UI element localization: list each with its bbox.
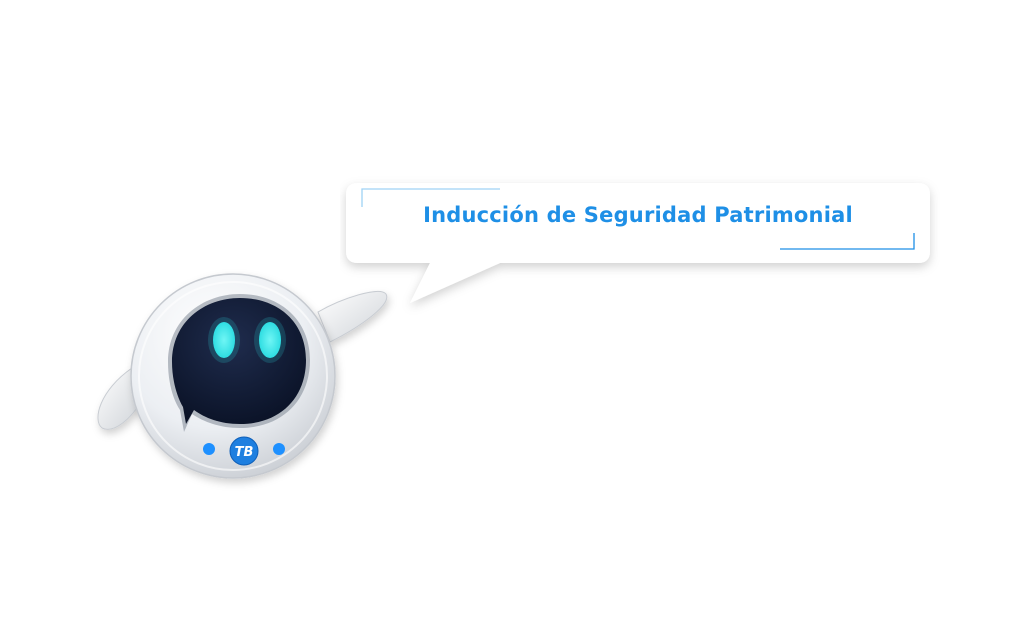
robot-right-light [273,443,285,455]
robot-left-light [203,443,215,455]
robot-visor [172,298,306,424]
robot-badge-text: TB [234,445,254,460]
bubble-title: Inducción de Seguridad Patrimonial [423,203,853,227]
speech-bubble [340,175,940,315]
